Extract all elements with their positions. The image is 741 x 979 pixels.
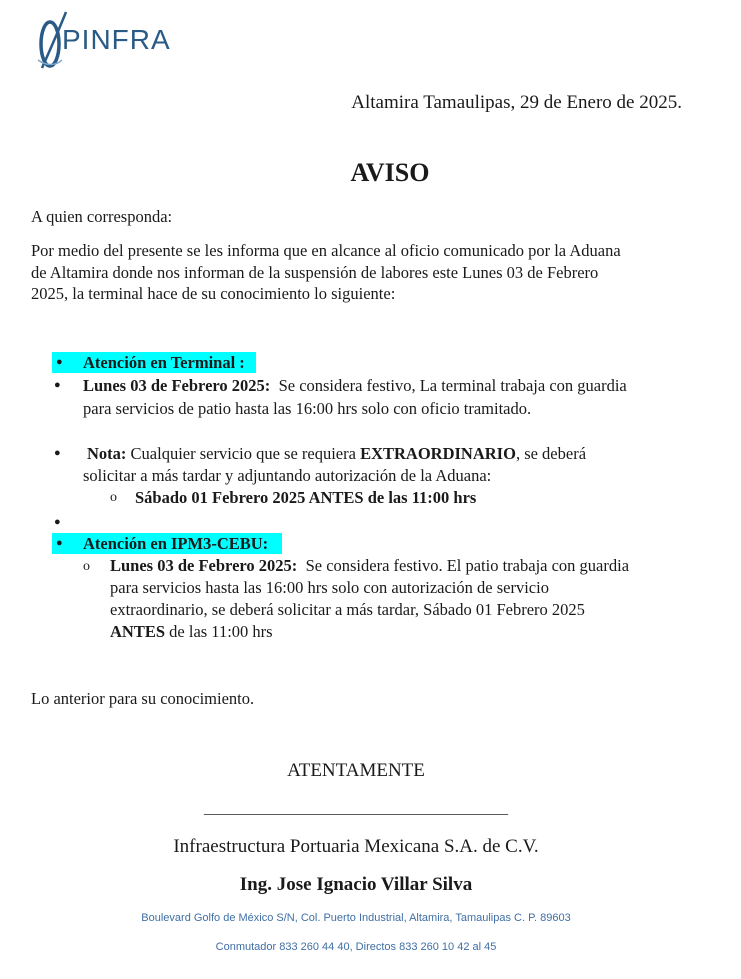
nota-sub-item: Sábado 01 Febrero 2025 ANTES de las 11:00 hrs <box>135 488 477 507</box>
company-name: Infraestructura Portuaria Mexicana S.A. de C.V. <box>173 836 539 857</box>
intro-line: de Altamira donde nos informan de la suspensión de labores este Lunes 03 de Febrero <box>31 262 599 282</box>
bullet-icon: ● <box>54 379 61 391</box>
cebu-item-line-2: para servicios hasta las 16:00 hrs solo con autorización de servicio <box>110 578 549 597</box>
greeting: A quien corresponda: <box>31 207 173 226</box>
terminal-heading: Atención en Terminal : <box>83 353 245 372</box>
cebu-heading-highlight <box>52 533 282 555</box>
bullet-icon: ● <box>56 356 63 368</box>
cebu-heading: Atención en IPM3-CEBU: <box>83 534 269 553</box>
nota-line-2: solicitar a más tardar y adjuntando autorización de la Aduana: <box>83 466 492 485</box>
intro-line: 2025, la terminal hace de su conocimiento lo siguiente: <box>31 284 396 303</box>
page-title: AVISO <box>350 158 430 187</box>
cebu-item-line-4: ANTES de las 11:00 hrs <box>110 622 273 641</box>
terminal-heading-highlight <box>52 352 256 374</box>
date-line: Altamira Tamaulipas, 29 de Enero de 2025. <box>351 92 682 113</box>
terminal-item-line-2: para servicios de patio hasta las 16:00 hrs solo con oficio tramitado. <box>83 399 532 418</box>
bullet-icon: ● <box>54 516 61 528</box>
terminal-item-line-1: Lunes 03 de Febrero 2025: Se considera festivo, La terminal trabaja con guardia <box>83 376 627 395</box>
footer-address: Boulevard Golfo de México S/N, Col. Puerto Industrial, Altamira, Tamaulipas C. P. 89603 <box>141 912 571 924</box>
nota-line-1: Nota: Cualquier servicio que se requiera EXTRAORDINARIO, se deberá <box>87 444 587 463</box>
footer-phones: Conmutador 833 260 44 40, Directos 833 260 10 42 al 45 <box>215 941 497 953</box>
terminal-item-date: Lunes 03 de Febrero 2025: <box>83 376 271 395</box>
signature-line: ______________________________________ <box>204 800 508 817</box>
bullet-icon: ● <box>56 537 63 549</box>
cebu-item-line-1: Lunes 03 de Febrero 2025: Se considera festivo. El patio trabaja con guardia <box>110 556 630 575</box>
circle-bullet-icon: o <box>83 559 90 574</box>
circle-bullet-icon: o <box>110 490 117 505</box>
signoff: ATENTAMENTE <box>287 760 425 781</box>
intro-paragraph <box>31 240 681 305</box>
intro-line: Por medio del presente se les informa que en alcance al oficio comunicado por la Aduana <box>31 241 621 260</box>
cebu-item-date: Lunes 03 de Febrero 2025: <box>110 556 298 575</box>
logo-text: PINFRA <box>62 24 171 55</box>
company-logo <box>36 10 171 72</box>
cebu-item-line-3: extraordinario, se deberá solicitar a más tardar, Sábado 01 Febrero 2025 <box>110 600 585 619</box>
nota-label: Nota: <box>87 444 127 463</box>
bullet-icon: ● <box>54 447 61 459</box>
closing-text: Lo anterior para su conocimiento. <box>31 689 255 708</box>
signer-name: Ing. Jose Ignacio Villar Silva <box>239 874 473 895</box>
